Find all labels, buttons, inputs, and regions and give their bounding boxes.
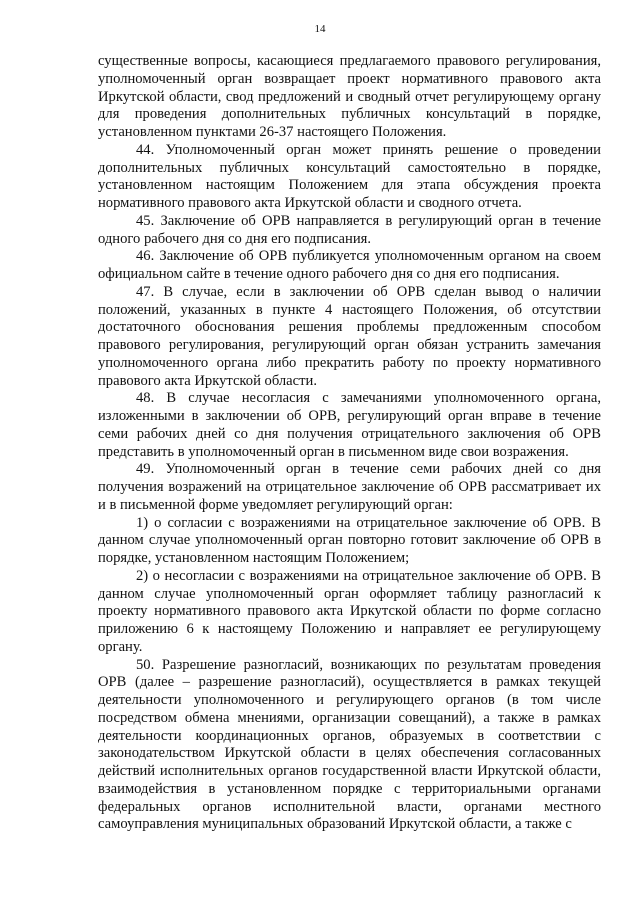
page-number: 14: [314, 23, 326, 35]
paragraph-49: 49. Уполномоченный орган в течение семи рабочих дней со дня получения возражений на отрицательное заключение об ОРВ рассматривает их и в письменной форме уведомляет регулирующий орган:: [98, 461, 601, 513]
paragraph-46: 46. Заключение об ОРВ публикуется уполномоченным органом на своем официальном сайте в течение одного рабочего дня со дня его подписания.: [98, 248, 601, 282]
paragraph-45: 45. Заключение об ОРВ направляется в регулирующий орган в течение одного рабочего дня со дня его подписания.: [98, 212, 601, 247]
paragraph-continuation: существенные вопросы, касающиеся предлагаемого правового регулирования, уполномоченный орган возвращает проект нормативного правового акта Иркутской области, свод предложений и сводный отчет регулирующему органу для проведения дополнительных публичных консультаций в порядке, установленном пунктами 26-37 настоящего Положения.: [98, 53, 601, 140]
paragraph-49-item-1: 1) о согласии с возражениями на отрицательное заключение об ОРВ. В данном случае уполномоченный орган повторно готовит заключение об ОРВ в порядке, установленном настоящим Положением;: [98, 514, 601, 566]
document-body: [98, 53, 601, 834]
paragraph-49-item-2: 2) о несогласии с возражениями на отрицательное заключение об ОРВ. В данном случае уполномоченный орган оформляет таблицу разногласий к проекту нормативного правового акта Иркутской области по форме согласно приложению 6 к настоящему Положению и направляет ее регулирующему органу.: [98, 567, 601, 655]
paragraph-50: 50. Разрешение разногласий, возникающих по результатам проведения ОРВ (далее – разрешение разногласий), осуществляется в рамках текущей деятельности уполномоченного и регулирующего органов (в том числе посредством обмена мнениями, организации совещаний), а также в рамках деятельности координационных органов, образуемых в соответствии с законодательством Иркутской области в целях обеспечения согласованных действий исполнительных органов государственной власти Иркутской области, взаимодействия в установленном порядке с территориальными органами федеральных органов исполнительной власти, органами местного самоуправления муниципальных образований Иркутской области, а также с: [98, 656, 601, 833]
paragraph-48: 48. В случае несогласия с замечаниями уполномоченного органа, изложенными в заключении об ОРВ, регулирующий орган вправе в течение семи рабочих дней со дня получения отрицательного заключения об ОРВ представить в уполномоченный орган в письменном виде свои возражения.: [98, 390, 601, 460]
paragraph-47: 47. В случае, если в заключении об ОРВ сделан вывод о наличии положений, указанных в пункте 4 настоящего Положения, об отсутствии достаточного обоснования решения проблемы предложенным способом правового регулирования, регулирующий орган обязан устранить замечания уполномоченного органа либо прекратить работу по проекту нормативного правового акта Иркутской области.: [98, 283, 601, 389]
paragraph-44: 44. Уполномоченный орган может принять решение о проведении дополнительных публичных консультаций самостоятельно в порядке, установленном настоящим Положением для этапа обсуждения проекта нормативного правового акта Иркутской области и сводного отчета.: [98, 141, 601, 211]
